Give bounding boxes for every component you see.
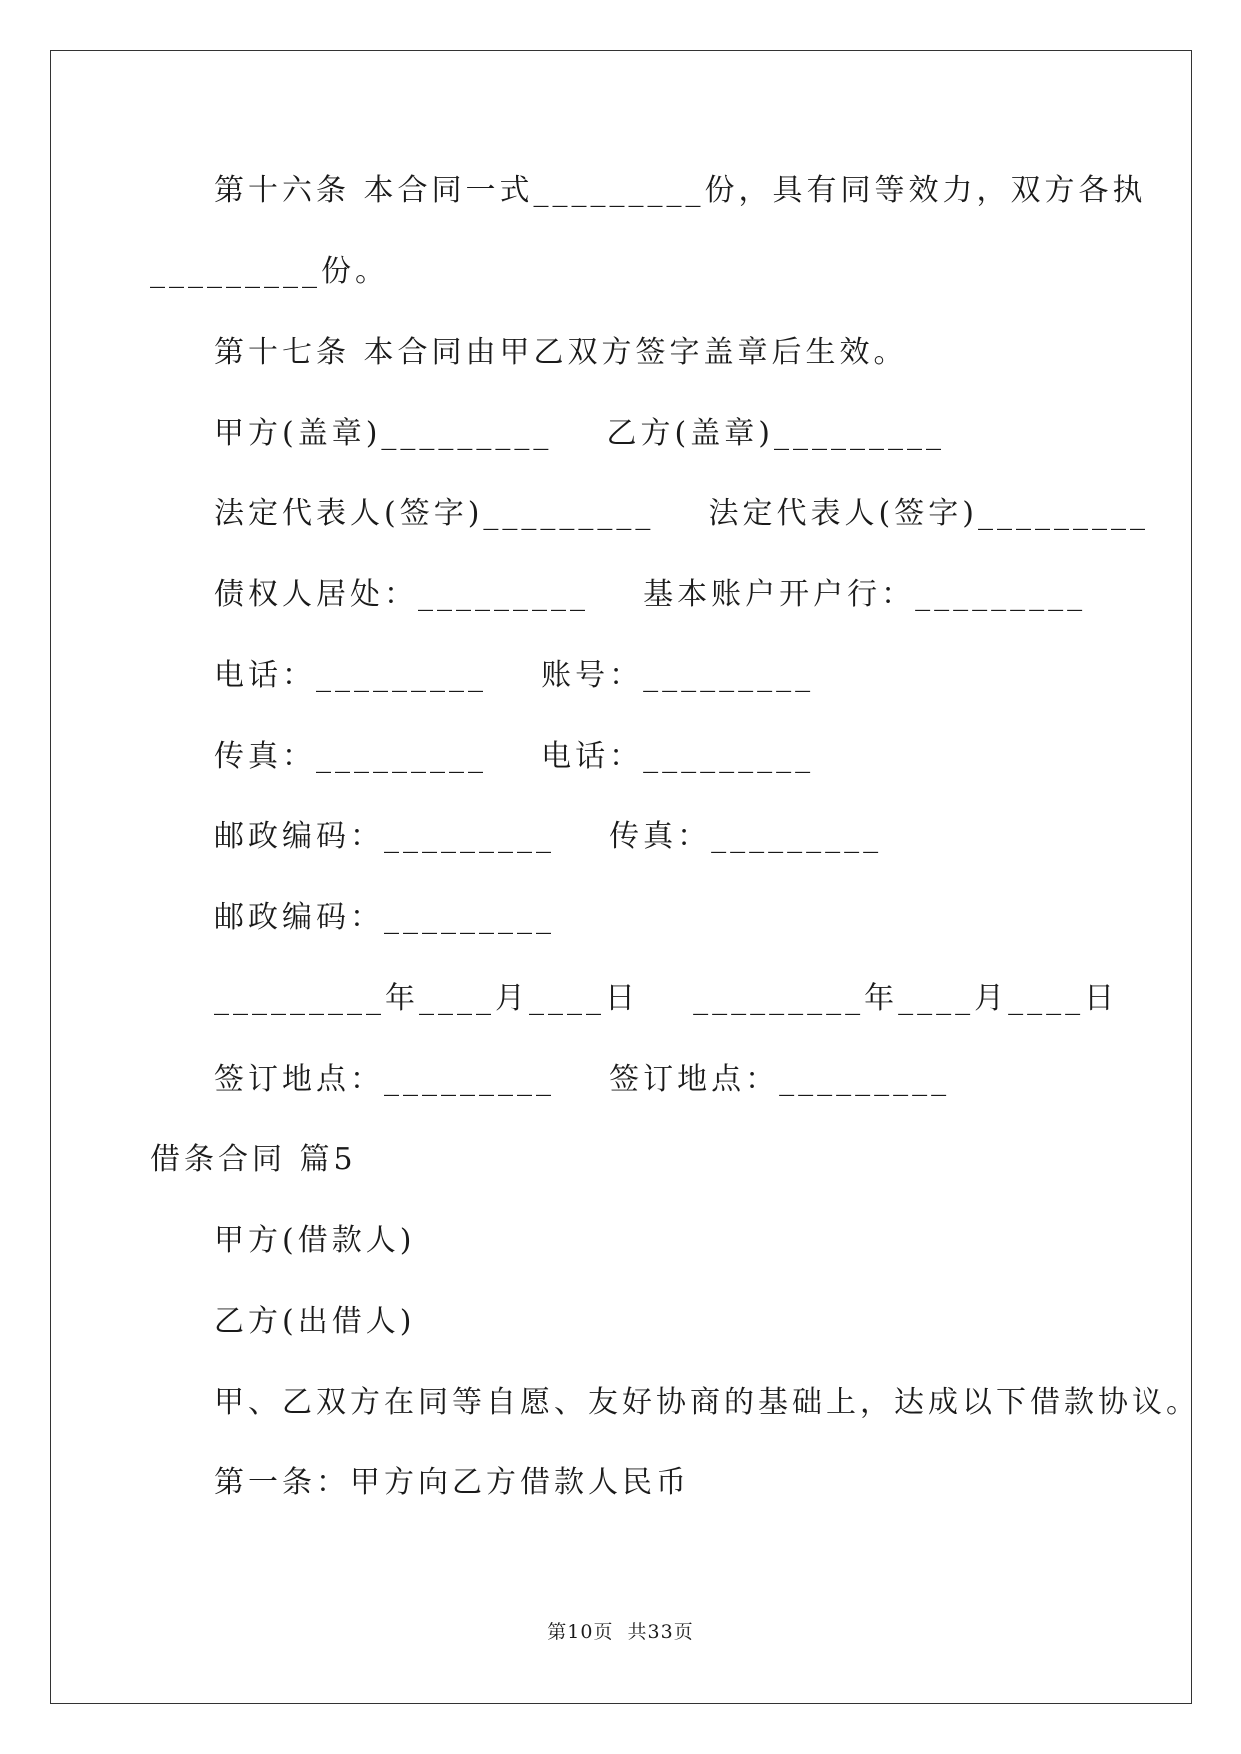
party-a-borrower: 甲方(借款人) xyxy=(214,1223,416,1258)
postcode-fax-line: 邮政编码：_________ 传真：_________ xyxy=(214,819,883,854)
phone-account-line: 电话：_________ 账号：_________ xyxy=(214,658,815,693)
agreement-intro: 甲、乙双方在同等自愿、友好协商的基础上，达成以下借款协议。 xyxy=(214,1385,1200,1420)
date-line: _________年____月____日 _________年____月____日 xyxy=(214,981,1119,1016)
postcode-line: 邮政编码：_________ xyxy=(214,900,555,935)
clause-16-line-1: 第十六条 本合同一式_________份，具有同等效力，双方各执 xyxy=(214,173,1147,208)
section-heading: 借条合同 篇5 xyxy=(150,1142,357,1177)
legal-representative-line: 法定代表人(签字)_________ 法定代表人(签字)_________ xyxy=(214,496,1149,531)
fax-phone-line: 传真：_________ 电话：_________ xyxy=(214,739,815,774)
party-b-lender: 乙方(出借人) xyxy=(214,1304,416,1339)
clause-17: 第十七条 本合同由甲乙双方签字盖章后生效。 xyxy=(214,335,908,370)
clause-16-line-2: _________份。 xyxy=(150,254,389,289)
page-indicator: 第10页 共33页 xyxy=(547,1621,694,1643)
page-border xyxy=(50,50,1192,1704)
creditor-address-line: 债权人居处：_________ 基本账户开户行：_________ xyxy=(214,577,1087,612)
article-1: 第一条：甲方向乙方借款人民币 xyxy=(214,1465,690,1500)
signing-place-line: 签订地点：_________ 签订地点：_________ xyxy=(214,1062,951,1097)
party-seal-line: 甲方(盖章)_________ 乙方(盖章)_________ xyxy=(214,416,945,451)
